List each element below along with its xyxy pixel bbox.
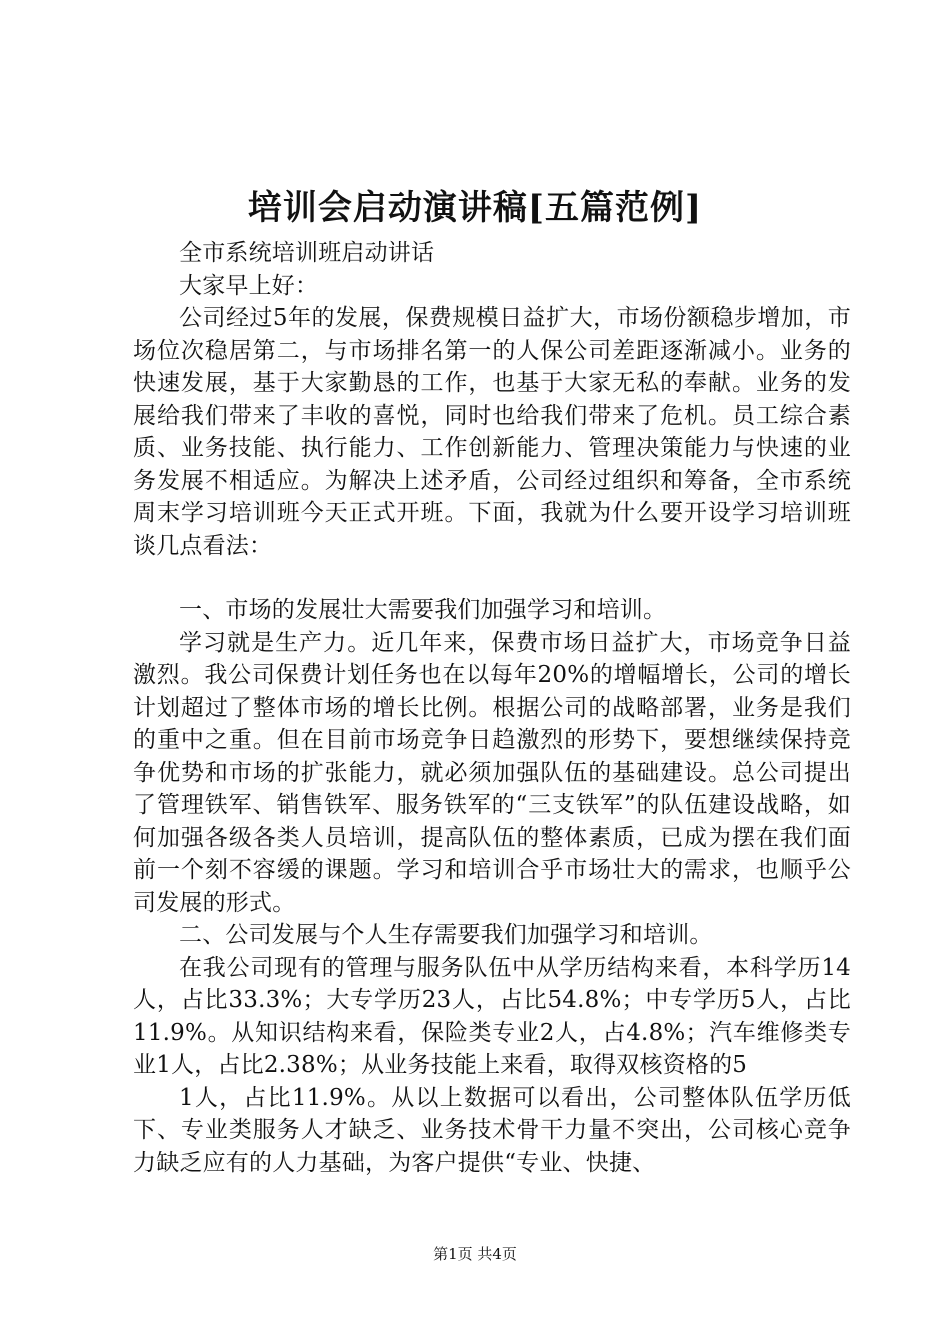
- section-heading-1: 一、市场的发展壮大需要我们加强学习和培训。: [179, 597, 667, 623]
- paragraph-section-1: 学习就是生产力。近几年来，保费市场日益扩大，市场竞争日益激烈。我公司保费计划任务也在以每年20%的增幅增长，公司的增长计划超过了整体市场的增长比例。根据公司的战略部署，业务是我们的重中之重。但在目前市场竞争日趋激烈的形势下，要想继续保持竞争优势和市场的扩张能力，就必须加强队伍的基础建设。总公司提出了管理铁军、销售铁军、服务铁军的“三支铁军”的队伍建设战略，如何加强各级各类人员培训，提高队伍的整体素质，已成为摆在我们面前一个刻不容缓的课题。学习和培训合乎市场壮大的需求，也顺乎公司发展的形式。: [133, 629, 851, 916]
- paragraph-subtitle: 全市系统培训班启动讲话: [179, 240, 435, 266]
- section-heading-2: 二、公司发展与个人生存需要我们加强学习和培训。: [179, 922, 713, 948]
- paragraph-greeting: 大家早上好：: [179, 272, 319, 299]
- paragraph-continued: 1人，占比11.9%。从以上数据可以看出，公司整体队伍学历低下、专业类服务人才缺乏、业务技术骨干力量不突出，公司核心竞争力缺乏应有的人力基础，为客户提供“专业、快捷、: [133, 1084, 851, 1176]
- document-body: [133, 237, 851, 1179]
- document-title: 培训会启动演讲稿[五篇范例]: [247, 188, 703, 228]
- page-number-footer: 第1页 共4页: [433, 1245, 517, 1263]
- paragraph-intro: 公司经过5年的发展，保费规模日益扩大，市场份额稳步增加，市场位次稳居第二，与市场排名第一的人保公司差距逐渐减小。业务的快速发展，基于大家勤恳的工作，也基于大家无私的奉献。业务的发展给我们带来了丰收的喜悦，同时也给我们带来了危机。员工综合素质、业务技能、执行能力、工作创新能力、管理决策能力与快速的业务发展不相适应。为解决上述矛盾，公司经过组织和筹备，全市系统周末学习培训班今天正式开班。下面，我就为什么要开设学习培训班谈几点看法：: [133, 305, 851, 559]
- paragraph-section-2: 在我公司现有的管理与服务队伍中从学历结构来看，本科学历14人，占比33.3%；大专学历23人，占比54.8%；中专学历5人，占比11.9%。从知识结构来看，保险类专业2人，占4.8%；汽车维修类专业1人，占比2.38%；从业务技能上来看，取得双核资格的5: [133, 954, 851, 1078]
- paragraph-spacer: [133, 562, 851, 594]
